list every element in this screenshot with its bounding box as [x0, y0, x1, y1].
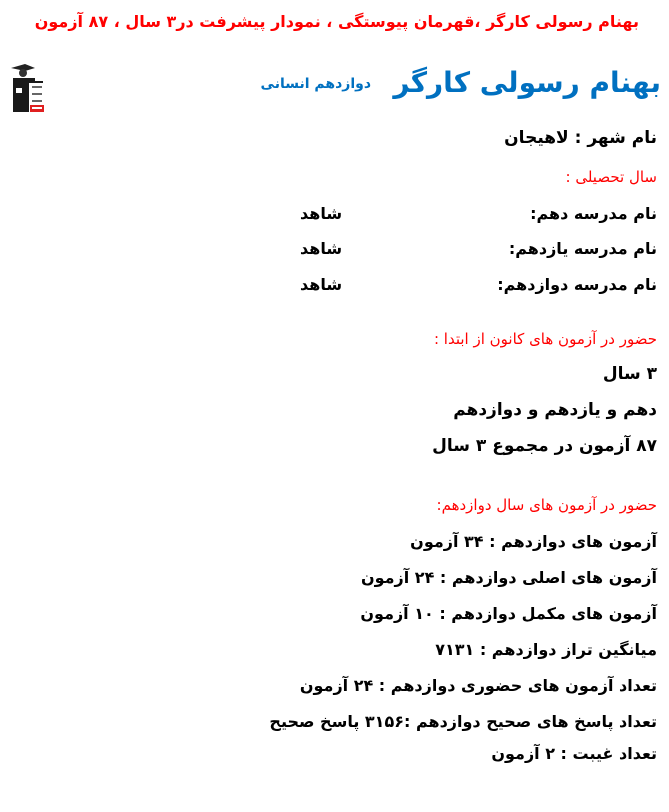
school-10th-value: شاهد	[300, 204, 343, 223]
city-line: نام شهر : لاهیجان	[504, 128, 657, 148]
school-12th-label: نام مدرسه دوازدهم:	[497, 275, 657, 294]
correct-answers-12th: تعداد پاسخ های صحیح دوازدهم :۳۱۵۶ پاسخ صحیح	[269, 712, 657, 731]
attendance-grades: دهم و یازدهم و دوازدهم	[453, 400, 657, 420]
school-11th-label: نام مدرسه یازدهم:	[508, 239, 657, 258]
average-score-12th: میانگین تراز دوازدهم : ۷۱۳۱	[435, 640, 657, 659]
academic-year-heading: سال تحصیلی :	[565, 168, 657, 186]
student-name-title: بهنام رسولی کارگر	[393, 66, 661, 99]
main-exams-12th: آزمون های اصلی دوازدهم : ۲۴ آزمون	[360, 568, 657, 587]
exams-12th: آزمون های دوازدهم : ۳۴ آزمون	[410, 532, 657, 551]
school-10th-label: نام مدرسه دهم:	[530, 204, 657, 223]
school-11th-value: شاهد	[300, 239, 343, 258]
kanoon-logo-icon	[5, 62, 45, 114]
attendance-since-start-heading: حضور در آزمون های کانون از ابتدا :	[433, 330, 657, 348]
attendance-total-exams: ۸۷ آزمون در مجموع ۳ سال	[432, 436, 657, 456]
grade-field-label: دوازدهم انسانی	[260, 76, 371, 92]
attendance-years: ۳ سال	[602, 364, 657, 384]
absence-count: تعداد غیبت : ۲ آزمون	[491, 744, 657, 763]
page-banner: بهنام رسولی کارگر ،قهرمان پیوستگی ، نمودار پیشرفت در۳ سال ، ۸۷ آزمون	[34, 12, 639, 31]
in-person-exams-12th: تعداد آزمون های حضوری دوازدهم : ۲۴ آزمون	[299, 676, 657, 695]
school-12th-value: شاهد	[300, 275, 343, 294]
attendance-12th-heading: حضور در آزمون های سال دوازدهم:	[436, 496, 657, 514]
supplementary-exams-12th: آزمون های مکمل دوازدهم : ۱۰ آزمون	[360, 604, 657, 623]
